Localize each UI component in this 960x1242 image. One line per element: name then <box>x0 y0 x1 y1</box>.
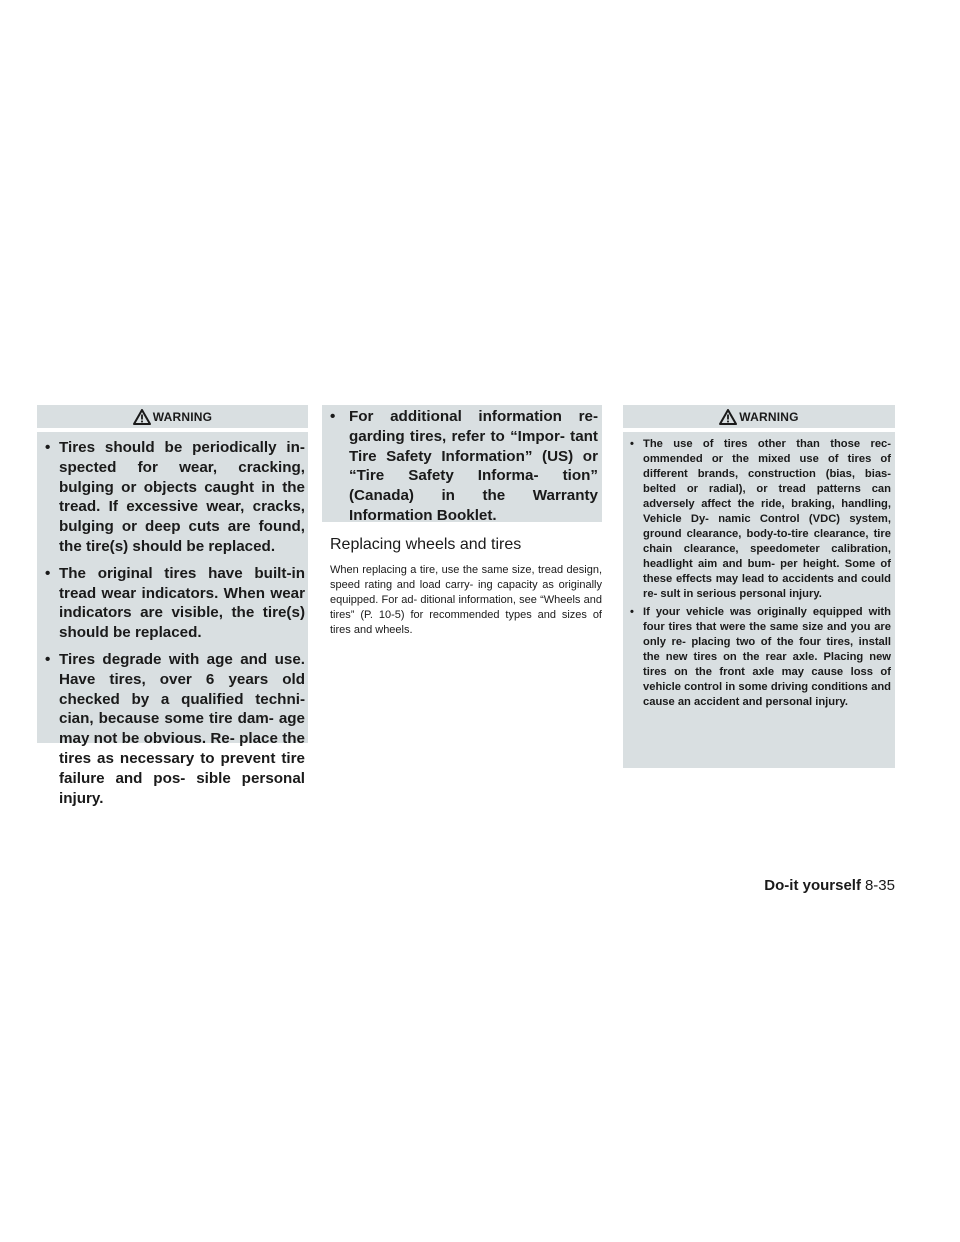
page-footer <box>680 877 895 894</box>
note-list <box>330 407 598 526</box>
bullet: • <box>630 606 634 618</box>
section-body-replacing: When replacing a tire, use the same size, tread design, speed rating and load carry- ing capacity as originally equipped. For ad- ditional information, see “Wheels and tires” (P. 10-5) for recommended types and sizes of tires and wheels. <box>330 564 602 636</box>
bullet: • <box>45 564 51 582</box>
warning-item: • Tires should be periodically in- spected for wear, cracking, bulging or objects caught in the tread. If excessive wear, cracks, bulging or deep cuts are found, the tire(s) should be replaced. <box>45 439 305 555</box>
warning-label: WARNING <box>152 409 213 424</box>
warning-label: WARNING <box>739 409 799 424</box>
warning-box-right <box>623 405 895 768</box>
warning-header <box>623 405 895 432</box>
note-box-additional-info <box>322 405 602 522</box>
warning-triangle-icon <box>719 409 737 425</box>
note-item: • For additional information re- garding tires, refer to “Impor- tant Tire Safety Information” (US) or “Tire Safety Informa- tion” (Canada) in the Warranty Information Booklet. <box>330 408 598 524</box>
warning-list <box>623 432 895 710</box>
warning-list <box>37 432 308 808</box>
warning-item: • Tires degrade with age and use. Have tires, over 6 years old checked by a qualified techni- cian, because some tire dam- age may not be obvious. Re- place the tires as necessary to prevent tire failure and pos- sible personal injury. <box>45 650 305 807</box>
warning-triangle-icon <box>133 409 151 425</box>
warning-item: • If your vehicle was originally equipped with four tires that were the same size and you are only re- placing two of the four tires, install the new tires on the rear axle. Placing new tires on the front axle may cause loss of vehicle control in some driving conditions and cause an accident and personal injury. <box>630 606 891 708</box>
bullet: • <box>330 408 336 425</box>
page-number: 8-35 <box>864 877 895 894</box>
bullet: • <box>45 650 51 668</box>
footer-section-title: Do-it yourself <box>764 877 861 894</box>
warning-item: • The original tires have built-in tread wear indicators. When wear indicators are visible, the tire(s) should be replaced. <box>45 564 305 642</box>
bullet: • <box>45 439 51 456</box>
section-heading-replacing: Replacing wheels and tires <box>330 536 522 553</box>
warning-header <box>37 405 308 432</box>
warning-box-left <box>37 405 308 807</box>
warning-item: • The use of tires other than those rec- ommended or the mixed use of tires of different brands, construction (bias, bias-belted or radial), or tread patterns can adversely affect the ride, braking, handling, Vehicle Dy- namic Control (VDC) system, ground clearance, body-to-tire clearance, tire chain clearance, speedometer calibration, headlight aim and bum- per height. Some of these effects may lead to accidents and could re- sult in serious personal injury. <box>630 438 891 600</box>
bullet: • <box>630 438 634 450</box>
